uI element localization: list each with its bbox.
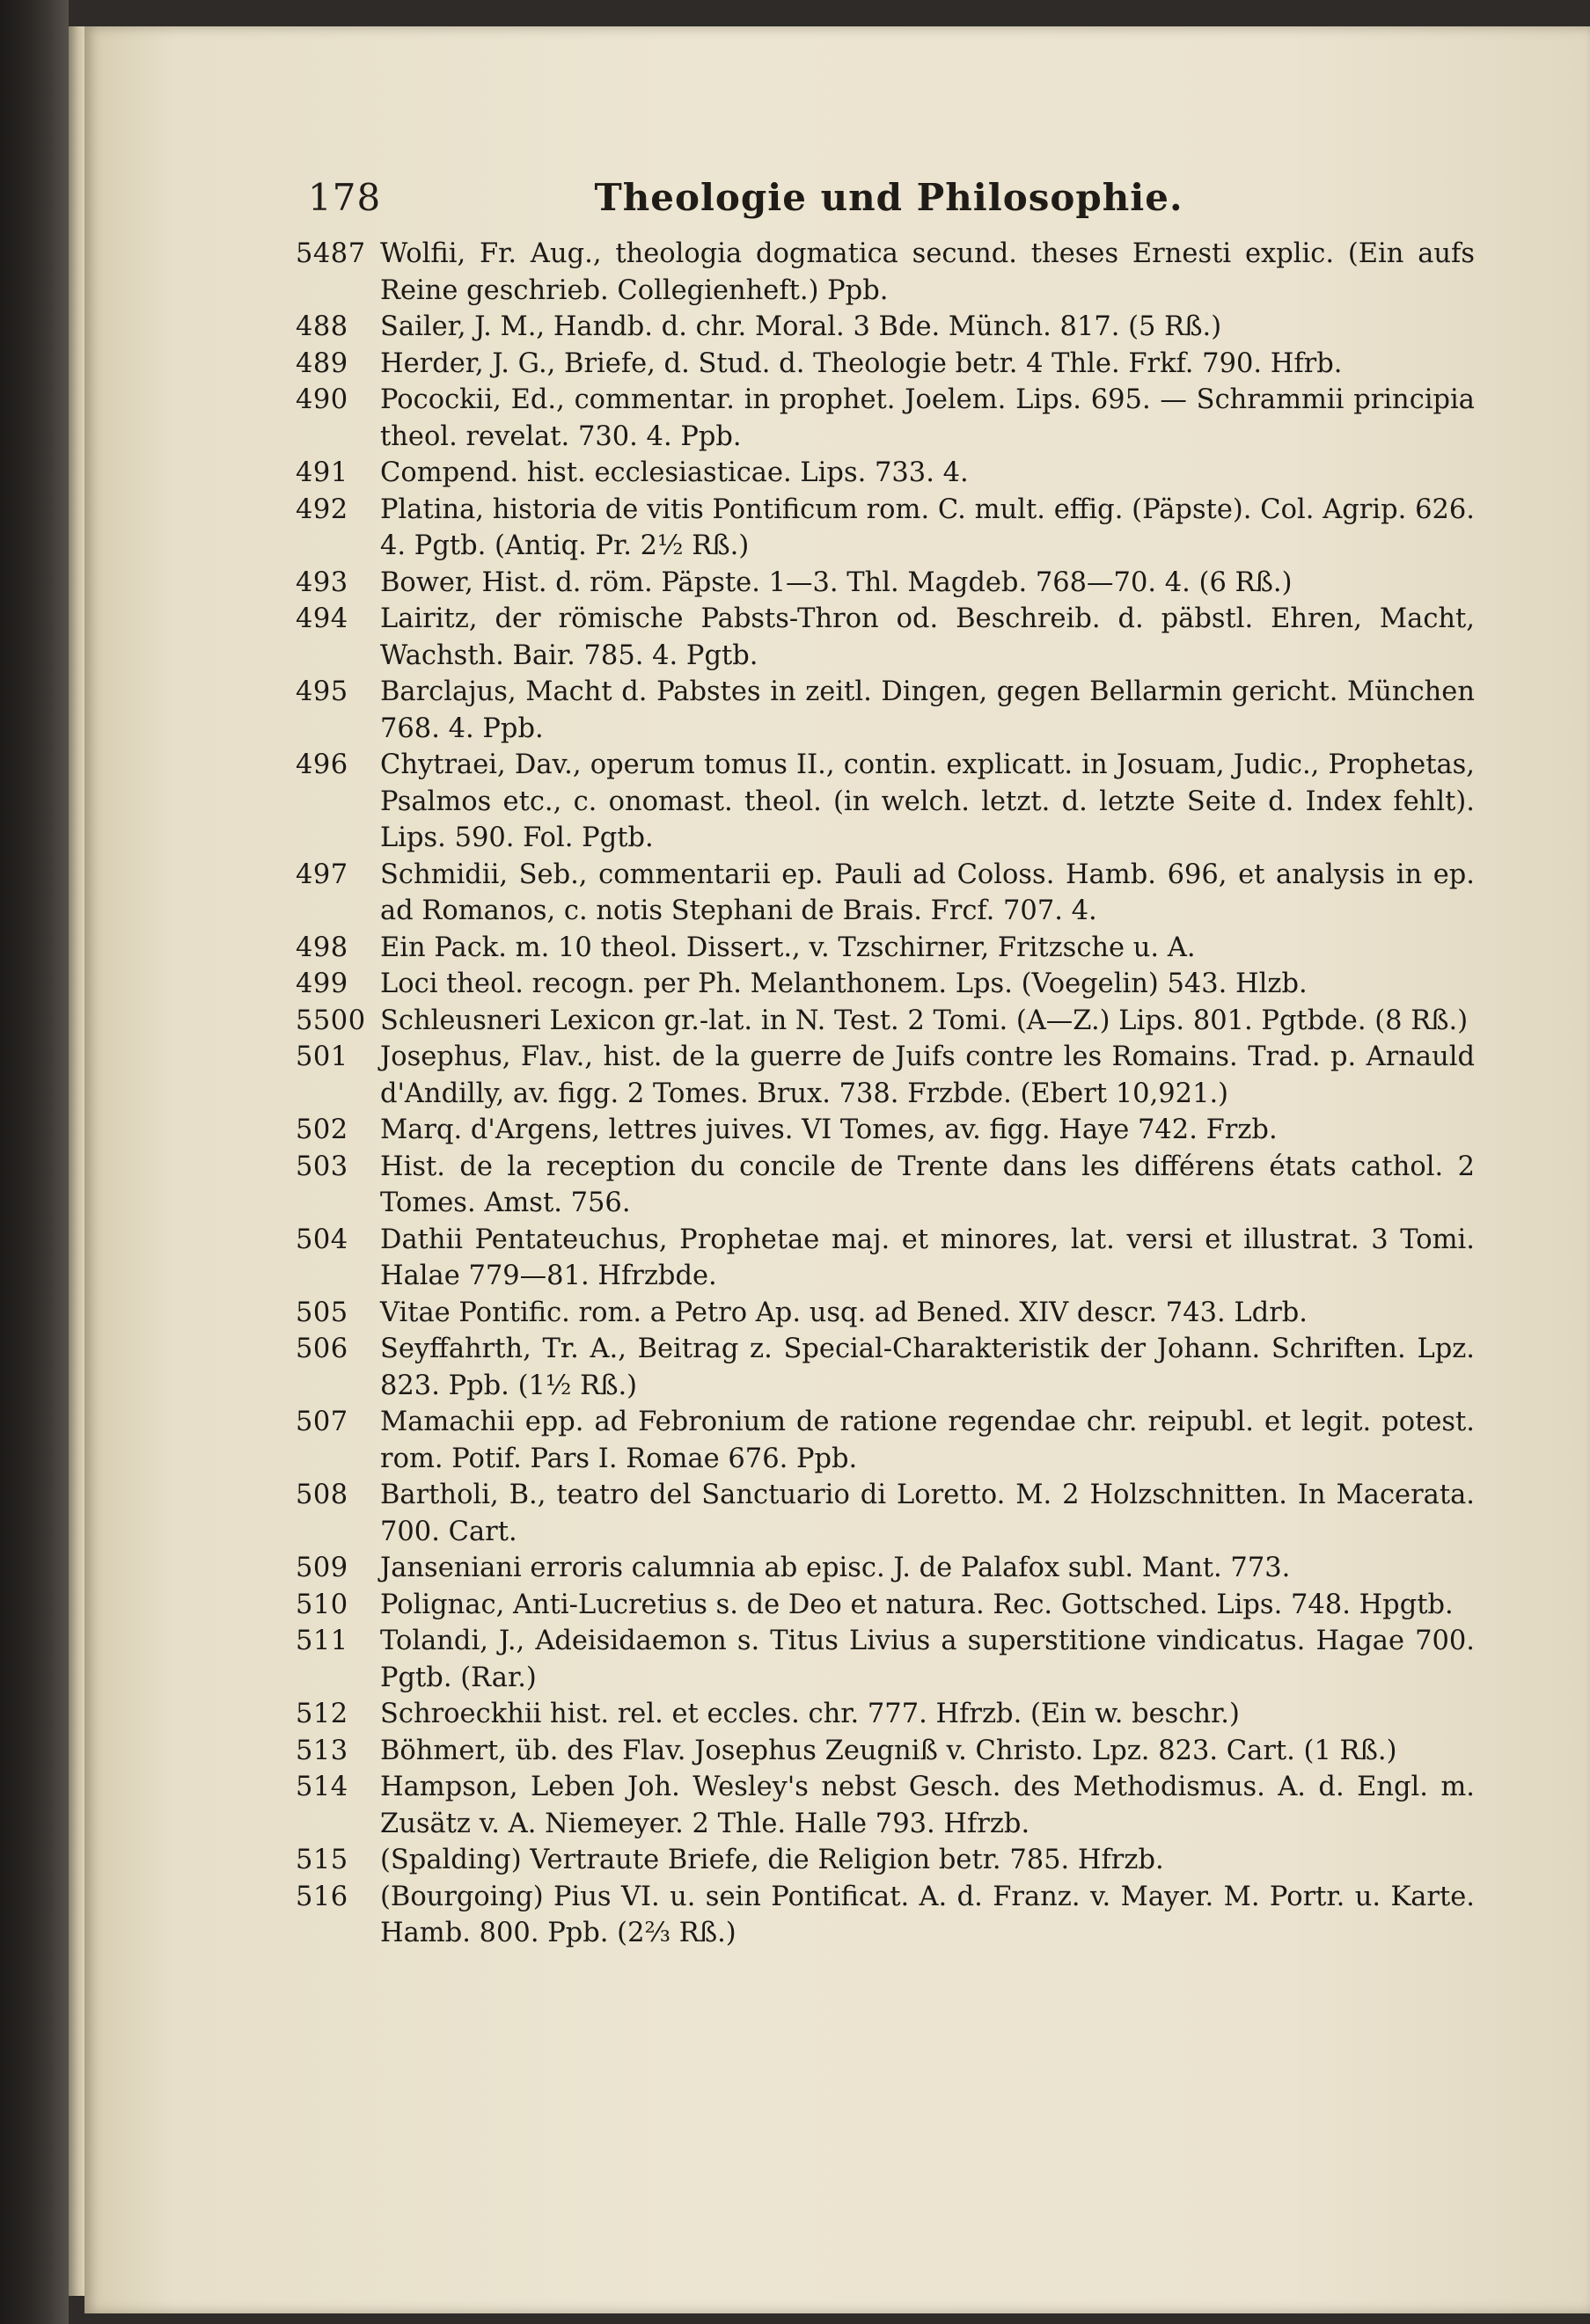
entry-number: 496 (296, 749, 348, 780)
entry-number: 5487 (296, 238, 366, 269)
entry-text: Hampson, Leben Joh. Wesley's nebst Gesch. des Methodismus. A. d. Engl. m. Zusätz v. A. Niemeyer. 2 Thle. Halle 793. Hfrzb. (380, 1772, 1475, 1839)
entry-number: 508 (296, 1480, 348, 1510)
entry-text: Lairitz, der römische Pabsts-Thron od. Beschreib. d. päbstl. Ehren, Macht, Wachsth. Bair. 785. 4. Pgtb. (380, 603, 1475, 671)
entry-text: Ein Pack. m. 10 theol. Dissert., v. Tzschirner, Fritzsche u. A. (380, 932, 1196, 963)
entry-text: Bartholi, B., teatro del Sanctuario di Loretto. M. 2 Holzschnitten. In Macerata. 700. Cart. (380, 1480, 1475, 1547)
entry-text: (Bourgoing) Pius VI. u. sein Pontificat. A. d. Franz. v. Mayer. M. Portr. u. Karte. Hamb. 800. Ppb. (2⅔ Rß.) (380, 1881, 1475, 1948)
entry-number: 505 (296, 1297, 348, 1328)
catalogue-entry (296, 674, 1475, 747)
entry-text: Mamachii epp. ad Febronium de ratione regendae chr. reipubl. et legit. potest. rom. Potif. Pars I. Romae 676. Ppb. (380, 1407, 1475, 1474)
entry-number: 498 (296, 932, 348, 963)
entry-text: Pocockii, Ed., commentar. in prophet. Joelem. Lips. 695. — Schrammii principia theol. revelat. 730. 4. Ppb. (380, 384, 1475, 452)
catalogue-entry (296, 1733, 1475, 1770)
catalogue-entry (296, 601, 1475, 674)
entry-text: Böhmert, üb. des Flav. Josephus Zeugniß v. Christo. Lpz. 823. Cart. (1 Rß.) (380, 1735, 1397, 1766)
entry-text: Marq. d'Argens, lettres juives. VI Tomes, av. figg. Haye 742. Frzb. (380, 1114, 1278, 1145)
catalogue-entry (296, 1003, 1475, 1040)
entry-text: Vitae Pontific. rom. a Petro Ap. usq. ad Bened. XIV descr. 743. Ldrb. (380, 1297, 1308, 1328)
entry-text: Loci theol. recogn. per Ph. Melanthonem. Lps. (Voegelin) 543. Hlzb. (380, 968, 1308, 999)
catalogue-entry (296, 565, 1475, 602)
entry-text: Wolfii, Fr. Aug., theologia dogmatica secund. theses Ernesti explic. (Ein aufs Reine geschrieb. Collegienheft.) Ppb. (380, 238, 1475, 306)
running-title: Theologie und Philosophie. (594, 176, 1183, 219)
entry-number: 511 (296, 1626, 348, 1656)
entry-text: Bower, Hist. d. röm. Päpste. 1—3. Thl. Magdeb. 768—70. 4. (6 Rß.) (380, 566, 1293, 598)
entry-text: Herder, J. G., Briefe, d. Stud. d. Theologie betr. 4 Thle. Frkf. 790. Hfrb. (380, 347, 1343, 379)
catalogue-entry (296, 1039, 1475, 1112)
catalogue-entry (296, 1587, 1475, 1624)
page-number: 178 (308, 176, 382, 219)
entry-number: 502 (296, 1114, 348, 1145)
catalogue-entry (296, 346, 1475, 383)
entry-number: 5500 (296, 1005, 366, 1036)
entry-number: 492 (296, 493, 348, 525)
entry-text: Schroeckhii hist. rel. et eccles. chr. 777. Hfrzb. (Ein w. beschr.) (380, 1699, 1240, 1729)
entry-text: Janseniani erroris calumnia ab episc. J. de Palafox subl. Mant. 773. (380, 1553, 1291, 1583)
entry-number: 490 (296, 384, 348, 415)
entry-number: 516 (296, 1881, 348, 1912)
entry-text: (Spalding) Vertraute Briefe, die Religion betr. 785. Hfrzb. (380, 1845, 1164, 1875)
entry-number: 495 (296, 676, 348, 707)
catalogue-entry (296, 747, 1475, 857)
catalogue-entry (296, 236, 1475, 309)
catalogue-entry (296, 966, 1475, 1003)
entry-text: Chytraei, Dav., operum tomus II., contin. explicatt. in Josuam, Judic., Prophetas, Psalmos etc., c. onomast. theol. (in welch. letzt. d. letzte Seite d. Index fehlt). Lips. 590. Fol. Pgtb. (380, 749, 1475, 853)
entry-number: 512 (296, 1699, 348, 1729)
catalogue-entry (296, 492, 1475, 565)
entry-text: Schmidii, Seb., commentarii ep. Pauli ad Coloss. Hamb. 696, et analysis in ep. ad Romanos, c. notis Stephani de Brais. Frcf. 707. 4. (380, 859, 1475, 926)
entry-text: Compend. hist. ecclesiasticae. Lips. 733. 4. (380, 457, 969, 488)
entry-text: Josephus, Flav., hist. de la guerre de Juifs contre les Romains. Trad. p. Arnauld d'Andilly, av. figg. 2 Tomes. Brux. 738. Frzbde. (Ebert 10,921.) (380, 1041, 1475, 1109)
entry-text: Schleusneri Lexicon gr.-lat. in N. Test. 2 Tomi. (A—Z.) Lips. 801. Pgtbde. (8 Rß.) (380, 1005, 1469, 1036)
entry-number: 514 (296, 1772, 348, 1802)
entry-number: 513 (296, 1735, 348, 1766)
entry-number: 488 (296, 311, 348, 342)
catalogue-entry (296, 1550, 1475, 1587)
entry-text: Platina, historia de vitis Pontificum rom. C. mult. effig. (Päpste). Col. Agrip. 626. 4. Pgtb. (Antiq. Pr. 2½ Rß.) (380, 493, 1475, 561)
catalogue-entry (296, 1295, 1475, 1332)
entry-number: 509 (296, 1553, 348, 1583)
entry-number: 494 (296, 603, 348, 634)
catalogue-entry (296, 1404, 1475, 1477)
catalogue-entry (296, 1149, 1475, 1222)
entry-list (296, 236, 1475, 1952)
entry-number: 515 (296, 1845, 348, 1875)
catalogue-entry (296, 309, 1475, 346)
catalogue-entry (296, 455, 1475, 492)
entry-text: Dathii Pentateuchus, Prophetae maj. et minores, lat. versi et illustrat. 3 Tomi. Halae 779—81. Hfrzbde. (380, 1224, 1475, 1291)
catalogue-entry (296, 1477, 1475, 1550)
entry-text: Sailer, J. M., Handb. d. chr. Moral. 3 Bde. Münch. 817. (5 Rß.) (380, 311, 1222, 342)
entry-text: Tolandi, J., Adeisidaemon s. Titus Livius a superstitione vindicatus. Hagae 700. Pgtb. (Rar.) (380, 1626, 1475, 1693)
entry-number: 499 (296, 968, 348, 999)
catalogue-entry (296, 1222, 1475, 1295)
catalogue-entry (296, 382, 1475, 455)
entry-number: 501 (296, 1041, 348, 1072)
catalogue-entry (296, 1112, 1475, 1149)
entry-number: 506 (296, 1334, 348, 1364)
entry-number: 497 (296, 859, 348, 890)
catalogue-entry (296, 1696, 1475, 1733)
book-binding (0, 0, 69, 2324)
catalogue-entry (296, 1623, 1475, 1696)
entry-text: Seyffahrth, Tr. A., Beitrag z. Special-Charakteristik der Johann. Schriften. Lpz. 823. Ppb. (1½ Rß.) (380, 1334, 1475, 1401)
catalogue-entry (296, 1842, 1475, 1879)
catalogue-entry (296, 930, 1475, 967)
entry-text: Barclajus, Macht d. Pabstes in zeitl. Dingen, gegen Bellarmin gericht. München 768. 4. Ppb. (380, 676, 1475, 744)
entry-number: 493 (296, 566, 348, 598)
entry-number: 489 (296, 347, 348, 379)
catalogue-entry (296, 1879, 1475, 1952)
entry-number: 491 (296, 457, 348, 488)
entry-number: 507 (296, 1407, 348, 1437)
entry-number: 503 (296, 1151, 348, 1182)
catalogue-entry (296, 1331, 1475, 1404)
entry-number: 510 (296, 1589, 348, 1620)
catalogue-entry (296, 1769, 1475, 1842)
catalogue-entry (296, 857, 1475, 930)
entry-text: Hist. de la reception du concile de Trente dans les différens états cathol. 2 Tomes. Amst. 756. (380, 1151, 1475, 1218)
entry-number: 504 (296, 1224, 348, 1255)
page-stack-edge (69, 26, 84, 2296)
entry-text: Polignac, Anti-Lucretius s. de Deo et natura. Rec. Gottsched. Lips. 748. Hpgtb. (380, 1589, 1454, 1620)
page-header (308, 176, 1469, 229)
